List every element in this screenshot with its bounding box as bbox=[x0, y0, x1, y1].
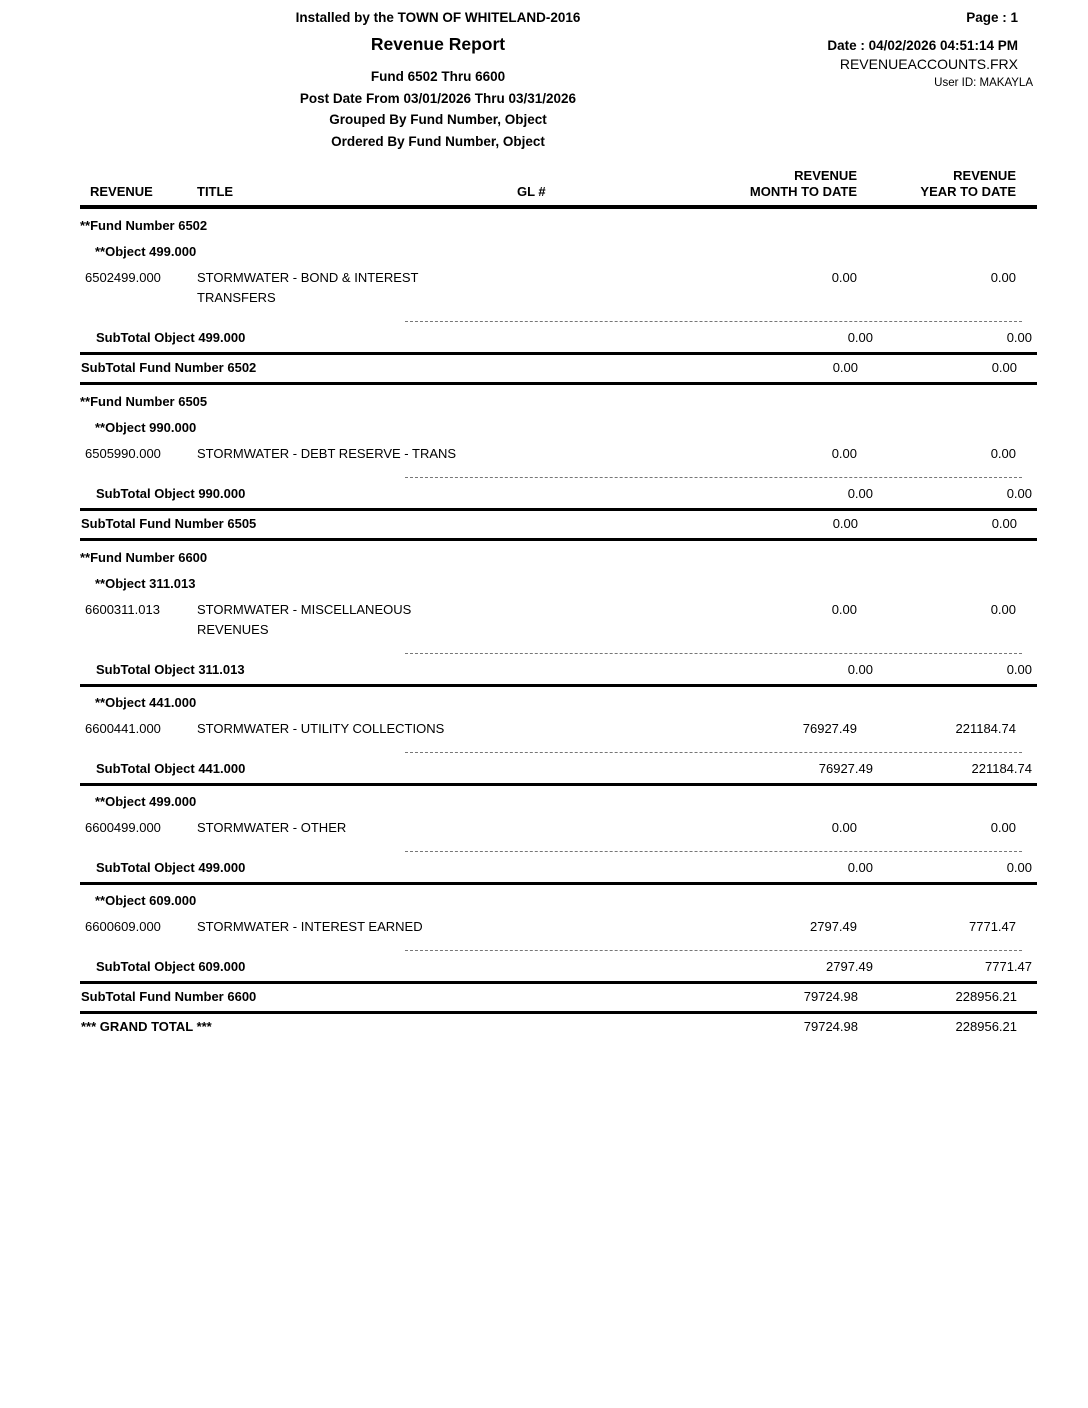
account-number: 6502499.000 bbox=[85, 270, 161, 285]
object-header-row bbox=[80, 891, 1037, 911]
grand-total-row bbox=[80, 1017, 1037, 1037]
section-rule bbox=[80, 1011, 1037, 1014]
amount-month-to-date: 0.00 bbox=[831, 270, 857, 285]
report-header bbox=[0, 0, 1088, 168]
account-title-line: REVENUES bbox=[197, 622, 269, 637]
amount-month-to-date: 76927.49 bbox=[802, 721, 857, 736]
object-subtotal-row bbox=[80, 660, 1037, 680]
amount-year-to-date: 228956.21 bbox=[955, 1019, 1017, 1034]
amount-month-to-date: 0.00 bbox=[831, 602, 857, 617]
account-title bbox=[197, 917, 517, 937]
account-title-line: STORMWATER - UTILITY COLLECTIONS bbox=[197, 721, 445, 736]
account-row bbox=[80, 719, 1037, 739]
section-rule bbox=[80, 684, 1037, 687]
amount-year-to-date: 0.00 bbox=[990, 446, 1016, 461]
column-header-month-to-date bbox=[577, 168, 857, 200]
section-rule bbox=[80, 882, 1037, 885]
fund-subtotal-row bbox=[80, 987, 1037, 1007]
fund-header-label: **Fund Number 6600 bbox=[80, 550, 208, 565]
object-subtotal-row bbox=[80, 759, 1037, 779]
report-table bbox=[80, 168, 1037, 1037]
grand-total-row-label: *** GRAND TOTAL *** bbox=[81, 1019, 212, 1034]
report-title: Revenue Report bbox=[370, 34, 506, 54]
post-date-range-line: Post Date From 03/01/2026 Thru 03/31/2026 bbox=[299, 90, 577, 106]
grouped-by-line: Grouped By Fund Number, Object bbox=[329, 112, 547, 127]
column-header-revenue: REVENUE bbox=[90, 184, 153, 199]
account-row bbox=[80, 444, 1037, 464]
amount-month-to-date: 0.00 bbox=[831, 820, 857, 835]
section-rule bbox=[80, 538, 1037, 541]
account-title-line: STORMWATER - OTHER bbox=[197, 820, 347, 835]
object-header-row bbox=[80, 574, 1037, 594]
object-header-label: **Object 990.000 bbox=[95, 420, 197, 435]
column-header-gl: GL # bbox=[517, 184, 546, 199]
account-number: 6600499.000 bbox=[85, 820, 161, 835]
column-header-month-to-date-line2: MONTH TO DATE bbox=[749, 184, 857, 199]
section-rule bbox=[80, 783, 1037, 786]
amount-month-to-date: 0.00 bbox=[847, 860, 873, 875]
account-title bbox=[197, 444, 517, 464]
amount-month-to-date: 0.00 bbox=[832, 516, 858, 531]
amount-year-to-date: 0.00 bbox=[1006, 330, 1032, 345]
dashed-separator bbox=[405, 477, 1022, 478]
account-title-line: STORMWATER - BOND & INTEREST bbox=[197, 270, 419, 285]
amount-month-to-date: 0.00 bbox=[847, 486, 873, 501]
object-header-row bbox=[80, 418, 1037, 438]
account-number: 6600311.013 bbox=[85, 602, 160, 617]
account-title bbox=[197, 600, 517, 640]
object-subtotal-row-label: SubTotal Object 990.000 bbox=[96, 486, 246, 501]
object-header-label: **Object 609.000 bbox=[95, 893, 197, 908]
object-header-row bbox=[80, 242, 1037, 262]
object-subtotal-row-label: SubTotal Object 311.013 bbox=[96, 662, 245, 677]
account-title-line: STORMWATER - DEBT RESERVE - TRANS bbox=[197, 446, 457, 461]
object-subtotal-row-label: SubTotal Object 609.000 bbox=[96, 959, 246, 974]
report-table-body bbox=[80, 216, 1037, 1037]
amount-year-to-date: 0.00 bbox=[991, 360, 1017, 375]
amount-month-to-date: 0.00 bbox=[832, 360, 858, 375]
fund-header-row bbox=[80, 216, 1037, 236]
amount-year-to-date: 0.00 bbox=[990, 602, 1016, 617]
account-number: 6505990.000 bbox=[85, 446, 161, 461]
amount-year-to-date: 0.00 bbox=[1006, 860, 1032, 875]
amount-month-to-date: 2797.49 bbox=[810, 919, 857, 934]
amount-month-to-date: 2797.49 bbox=[826, 959, 873, 974]
amount-month-to-date: 76927.49 bbox=[818, 761, 873, 776]
account-number: 6600609.000 bbox=[85, 919, 161, 934]
fund-subtotal-row bbox=[80, 514, 1037, 534]
column-header-title: TITLE bbox=[197, 184, 234, 199]
dashed-separator bbox=[405, 321, 1022, 322]
dashed-separator bbox=[405, 851, 1022, 852]
amount-month-to-date: 0.00 bbox=[847, 662, 873, 677]
report-datetime: Date : 04/02/2026 04:51:14 PM bbox=[827, 38, 1018, 53]
object-subtotal-row bbox=[80, 858, 1037, 878]
account-number: 6600441.000 bbox=[85, 721, 161, 736]
dashed-separator bbox=[405, 752, 1022, 753]
amount-month-to-date: 0.00 bbox=[831, 446, 857, 461]
column-header-month-to-date-line1: REVENUE bbox=[794, 168, 857, 183]
section-rule bbox=[80, 508, 1037, 511]
header-rule bbox=[80, 205, 1037, 209]
table-header-row bbox=[80, 168, 1037, 200]
object-header-row bbox=[80, 693, 1037, 713]
column-header-year-to-date-line1: REVENUE bbox=[953, 168, 1016, 183]
amount-year-to-date: 7771.47 bbox=[985, 959, 1032, 974]
ordered-by-line: Ordered By Fund Number, Object bbox=[331, 133, 545, 149]
amount-year-to-date: 0.00 bbox=[990, 270, 1016, 285]
amount-year-to-date: 7771.47 bbox=[969, 919, 1016, 934]
fund-header-row bbox=[80, 548, 1037, 568]
user-id: User ID: MAKAYLA bbox=[934, 77, 1033, 89]
fund-header-label: **Fund Number 6505 bbox=[80, 394, 208, 409]
account-title bbox=[197, 818, 517, 838]
dashed-separator bbox=[405, 653, 1022, 654]
amount-year-to-date: 221184.74 bbox=[955, 721, 1016, 736]
fund-subtotal-row bbox=[80, 358, 1037, 378]
object-header-row bbox=[80, 792, 1037, 812]
amount-year-to-date: 221184.74 bbox=[971, 761, 1032, 776]
amount-month-to-date: 79724.98 bbox=[803, 989, 858, 1004]
amount-year-to-date: 0.00 bbox=[1006, 662, 1032, 677]
account-row bbox=[80, 917, 1037, 937]
fund-subtotal-row-label: SubTotal Fund Number 6502 bbox=[81, 360, 257, 375]
amount-year-to-date: 0.00 bbox=[991, 516, 1017, 531]
amount-year-to-date: 0.00 bbox=[1006, 486, 1032, 501]
section-rule bbox=[80, 382, 1037, 385]
account-row bbox=[80, 600, 1037, 640]
column-header-year-to-date bbox=[857, 168, 1016, 200]
object-header-label: **Object 499.000 bbox=[95, 794, 197, 809]
report-filename: REVENUEACCOUNTS.FRX bbox=[839, 56, 1018, 72]
amount-month-to-date: 79724.98 bbox=[803, 1019, 858, 1034]
dashed-separator bbox=[405, 950, 1022, 951]
account-row bbox=[80, 268, 1037, 308]
amount-year-to-date: 228956.21 bbox=[955, 989, 1017, 1004]
object-subtotal-row bbox=[80, 484, 1037, 504]
object-subtotal-row bbox=[80, 328, 1037, 348]
account-row bbox=[80, 818, 1037, 838]
object-subtotal-row-label: SubTotal Object 499.000 bbox=[96, 330, 246, 345]
account-title bbox=[197, 268, 517, 308]
object-subtotal-row-label: SubTotal Object 499.000 bbox=[96, 860, 246, 875]
page-number: Page : 1 bbox=[966, 10, 1018, 25]
column-header-year-to-date-line2: YEAR TO DATE bbox=[920, 184, 1016, 199]
object-header-label: **Object 499.000 bbox=[95, 244, 197, 259]
account-title-line: STORMWATER - MISCELLANEOUS bbox=[197, 602, 412, 617]
report-header-center bbox=[0, 10, 876, 152]
fund-header-label: **Fund Number 6502 bbox=[80, 218, 208, 233]
object-header-label: **Object 311.013 bbox=[95, 576, 196, 591]
fund-subtotal-row-label: SubTotal Fund Number 6600 bbox=[81, 989, 257, 1004]
account-title bbox=[197, 719, 517, 739]
amount-month-to-date: 0.00 bbox=[847, 330, 873, 345]
section-rule bbox=[80, 981, 1037, 984]
report-header-right bbox=[827, 10, 1033, 89]
object-subtotal-row bbox=[80, 957, 1037, 977]
installed-by-line: Installed by the TOWN OF WHITELAND-2016 bbox=[295, 10, 581, 25]
account-title-line: STORMWATER - INTEREST EARNED bbox=[197, 919, 423, 934]
object-subtotal-row-label: SubTotal Object 441.000 bbox=[96, 761, 246, 776]
fund-subtotal-row-label: SubTotal Fund Number 6505 bbox=[81, 516, 257, 531]
fund-range-line: Fund 6502 Thru 6600 bbox=[370, 69, 506, 84]
section-rule bbox=[80, 352, 1037, 355]
object-header-label: **Object 441.000 bbox=[95, 695, 197, 710]
fund-header-row bbox=[80, 392, 1037, 412]
account-title-line: TRANSFERS bbox=[197, 290, 276, 305]
amount-year-to-date: 0.00 bbox=[990, 820, 1016, 835]
